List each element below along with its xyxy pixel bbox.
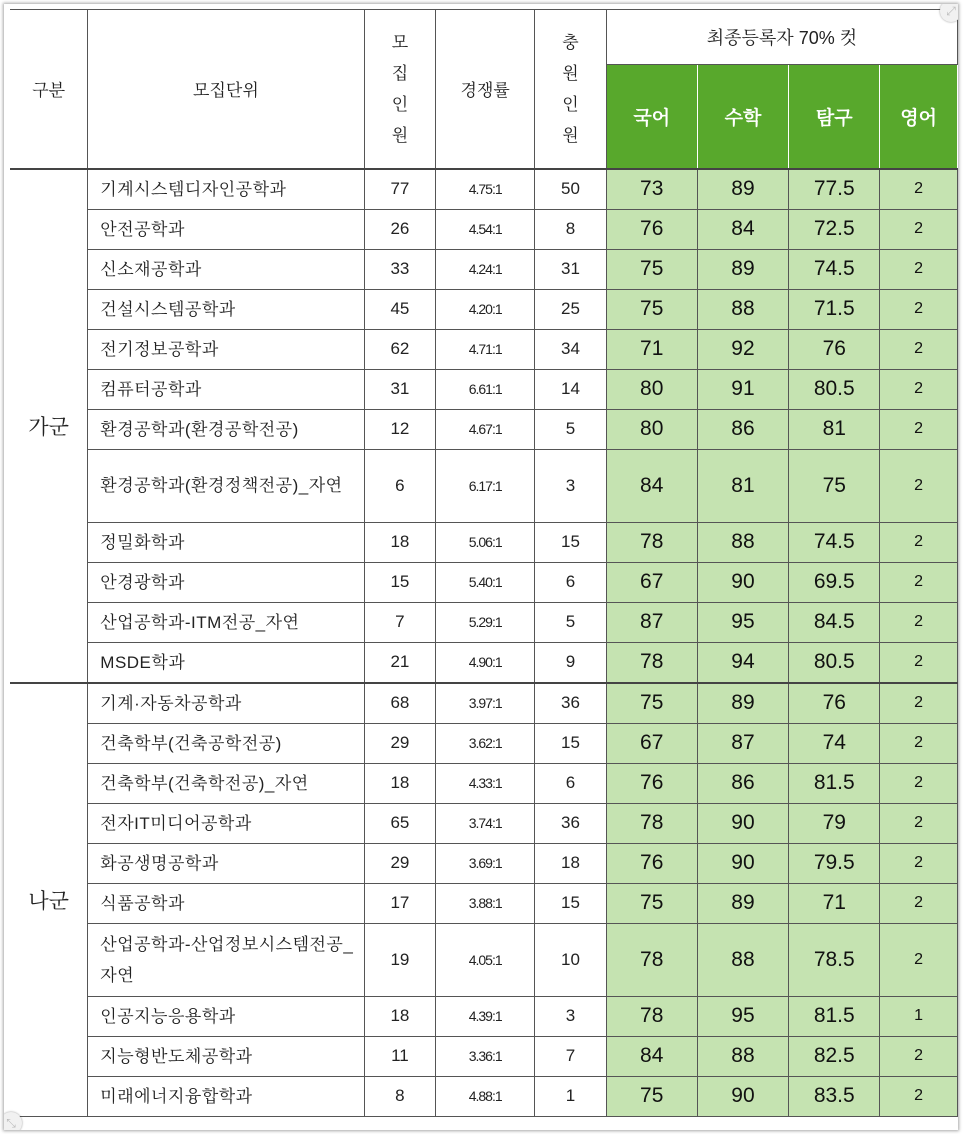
cut-inquiry-cell: 71.5 (789, 289, 880, 329)
table-row (10, 249, 958, 289)
quota-cell: 6 (364, 449, 436, 522)
quota-cell: 29 (364, 843, 436, 883)
competition-cell: 5.40:1 (436, 562, 535, 602)
cut-english-cell: 2 (880, 602, 958, 642)
cut-math-cell: 90 (697, 843, 789, 883)
admission-results-table (10, 9, 958, 1117)
quota-cell: 18 (364, 996, 436, 1036)
cut-math-cell: 86 (697, 409, 789, 449)
table-row (10, 923, 958, 996)
cut-inquiry-cell: 81.5 (789, 763, 880, 803)
quota-cell: 62 (364, 329, 436, 369)
quota-cell: 29 (364, 723, 436, 763)
cut-math-cell: 94 (697, 642, 789, 683)
cut-inquiry-cell: 72.5 (789, 209, 880, 249)
competition-cell: 3.62:1 (436, 723, 535, 763)
quota-cell: 68 (364, 683, 436, 724)
header-subject-korean: 국어 (606, 65, 697, 169)
unit-cell: 전자IT미디어공학과 (88, 803, 364, 843)
competition-cell: 4.88:1 (436, 1076, 535, 1116)
extra-cell: 31 (535, 249, 607, 289)
cut-korean-cell: 76 (606, 763, 697, 803)
competition-cell: 4.90:1 (436, 642, 535, 683)
cut-korean-cell: 80 (606, 369, 697, 409)
cut-english-cell: 2 (880, 449, 958, 522)
cut-math-cell: 89 (697, 249, 789, 289)
cut-math-cell: 84 (697, 209, 789, 249)
extra-cell: 3 (535, 996, 607, 1036)
competition-cell: 3.69:1 (436, 843, 535, 883)
table-row (10, 996, 958, 1036)
extra-cell: 50 (535, 169, 607, 210)
cut-korean-cell: 78 (606, 642, 697, 683)
header-quota-char: 집 (391, 63, 409, 83)
cut-korean-cell: 76 (606, 843, 697, 883)
table-row (10, 289, 958, 329)
table-row (10, 369, 958, 409)
cut-inquiry-cell: 71 (789, 883, 880, 923)
table-row (10, 763, 958, 803)
table-body (10, 169, 958, 1117)
quota-cell: 26 (364, 209, 436, 249)
cut-inquiry-cell: 78.5 (789, 923, 880, 996)
competition-cell: 4.71:1 (436, 329, 535, 369)
extra-cell: 9 (535, 642, 607, 683)
unit-cell: 화공생명공학과 (88, 843, 364, 883)
cut-korean-cell: 75 (606, 683, 697, 724)
quota-cell: 19 (364, 923, 436, 996)
extra-cell: 18 (535, 843, 607, 883)
extra-cell: 15 (535, 522, 607, 562)
quota-cell: 65 (364, 803, 436, 843)
cut-english-cell: 2 (880, 803, 958, 843)
unit-cell: 환경공학과(환경정책전공)_자연 (88, 449, 364, 522)
header-competition: 경쟁률 (436, 10, 535, 169)
competition-cell: 3.88:1 (436, 883, 535, 923)
extra-cell: 8 (535, 209, 607, 249)
cut-korean-cell: 67 (606, 723, 697, 763)
cut-math-cell: 88 (697, 289, 789, 329)
header-extra-char: 원 (562, 125, 579, 145)
extra-cell: 25 (535, 289, 607, 329)
cut-english-cell: 2 (880, 1076, 958, 1116)
quota-cell: 15 (364, 562, 436, 602)
header-extra-char: 인 (562, 94, 579, 114)
unit-cell: 미래에너지융합학과 (88, 1076, 364, 1116)
cut-inquiry-cell: 77.5 (789, 169, 880, 210)
extra-cell: 5 (535, 409, 607, 449)
header-group: 구분 (10, 10, 88, 169)
quota-cell: 12 (364, 409, 436, 449)
table-row (10, 883, 958, 923)
competition-cell: 5.06:1 (436, 522, 535, 562)
quota-cell: 17 (364, 883, 436, 923)
unit-cell: 전기정보공학과 (88, 329, 364, 369)
cut-inquiry-cell: 80.5 (789, 369, 880, 409)
cut-inquiry-cell: 76 (789, 683, 880, 724)
header-quota-char: 모 (391, 32, 409, 52)
cut-inquiry-cell: 75 (789, 449, 880, 522)
extra-cell: 34 (535, 329, 607, 369)
unit-cell: 환경공학과(환경공학전공) (88, 409, 364, 449)
cut-english-cell: 2 (880, 329, 958, 369)
cut-inquiry-cell: 84.5 (789, 602, 880, 642)
header-quota-char: 인 (391, 94, 409, 114)
cut-inquiry-cell: 81.5 (789, 996, 880, 1036)
header-extra (535, 10, 607, 169)
header-quota-char: 원 (391, 125, 409, 145)
extra-cell: 36 (535, 803, 607, 843)
cut-inquiry-cell: 81 (789, 409, 880, 449)
cut-math-cell: 89 (697, 883, 789, 923)
cut-english-cell: 2 (880, 843, 958, 883)
cut-english-cell: 2 (880, 249, 958, 289)
cut-inquiry-cell: 82.5 (789, 1036, 880, 1076)
cut-english-cell: 2 (880, 883, 958, 923)
unit-cell: MSDE학과 (88, 642, 364, 683)
quota-cell: 45 (364, 289, 436, 329)
cut-english-cell: 2 (880, 209, 958, 249)
cut-korean-cell: 87 (606, 602, 697, 642)
cut-korean-cell: 78 (606, 996, 697, 1036)
cut-english-cell: 2 (880, 289, 958, 329)
competition-cell: 4.67:1 (436, 409, 535, 449)
competition-cell: 4.20:1 (436, 289, 535, 329)
corner-handle-icon[interactable]: ⤡ (4, 1112, 22, 1130)
unit-cell: 산업공학과-산업정보시스템전공_자연 (88, 923, 364, 996)
cut-english-cell: 2 (880, 763, 958, 803)
cut-math-cell: 81 (697, 449, 789, 522)
cut-inquiry-cell: 80.5 (789, 642, 880, 683)
table-row (10, 1076, 958, 1116)
group-label: 나군 (10, 683, 88, 1117)
table-row (10, 522, 958, 562)
unit-cell: 기계시스템디자인공학과 (88, 169, 364, 210)
header-subject-english: 영어 (880, 65, 958, 169)
competition-cell: 3.97:1 (436, 683, 535, 724)
quota-cell: 33 (364, 249, 436, 289)
cut-math-cell: 90 (697, 562, 789, 602)
quota-cell: 31 (364, 369, 436, 409)
unit-cell: 식품공학과 (88, 883, 364, 923)
extra-cell: 7 (535, 1036, 607, 1076)
competition-cell: 4.54:1 (436, 209, 535, 249)
cut-inquiry-cell: 74.5 (789, 249, 880, 289)
quota-cell: 21 (364, 642, 436, 683)
competition-cell: 6.17:1 (436, 449, 535, 522)
cut-korean-cell: 78 (606, 522, 697, 562)
competition-cell: 6.61:1 (436, 369, 535, 409)
table-row (10, 209, 958, 249)
table-row (10, 1036, 958, 1076)
cut-math-cell: 86 (697, 763, 789, 803)
competition-cell: 4.24:1 (436, 249, 535, 289)
cut-korean-cell: 75 (606, 883, 697, 923)
cut-english-cell: 2 (880, 723, 958, 763)
cut-inquiry-cell: 74.5 (789, 522, 880, 562)
cut-inquiry-cell: 79 (789, 803, 880, 843)
table-row (10, 723, 958, 763)
cut-math-cell: 91 (697, 369, 789, 409)
extra-cell: 15 (535, 883, 607, 923)
cut-english-cell: 2 (880, 562, 958, 602)
unit-cell: 건축학부(건축학전공)_자연 (88, 763, 364, 803)
extra-cell: 6 (535, 763, 607, 803)
cut-korean-cell: 78 (606, 803, 697, 843)
extra-cell: 5 (535, 602, 607, 642)
competition-cell: 4.39:1 (436, 996, 535, 1036)
cut-korean-cell: 84 (606, 449, 697, 522)
unit-cell: 지능형반도체공학과 (88, 1036, 364, 1076)
extra-cell: 1 (535, 1076, 607, 1116)
unit-cell: 정밀화학과 (88, 522, 364, 562)
header-unit: 모집단위 (88, 10, 364, 169)
table-row (10, 409, 958, 449)
cut-korean-cell: 78 (606, 923, 697, 996)
extra-cell: 3 (535, 449, 607, 522)
table-row (10, 803, 958, 843)
header-subject-inquiry: 탐구 (789, 65, 880, 169)
table-row (10, 169, 958, 210)
cut-english-cell: 2 (880, 409, 958, 449)
extra-cell: 6 (535, 562, 607, 602)
cut-korean-cell: 73 (606, 169, 697, 210)
corner-handle-icon[interactable]: ⤢ (940, 4, 958, 22)
unit-cell: 기계·자동차공학과 (88, 683, 364, 724)
header-cut-title: 최종등록자 70% 컷 (606, 10, 957, 65)
cut-math-cell: 92 (697, 329, 789, 369)
extra-cell: 36 (535, 683, 607, 724)
competition-cell: 4.75:1 (436, 169, 535, 210)
unit-cell: 신소재공학과 (88, 249, 364, 289)
competition-cell: 4.05:1 (436, 923, 535, 996)
unit-cell: 안경광학과 (88, 562, 364, 602)
header-extra-char: 충 (562, 32, 579, 52)
group-label: 가군 (10, 169, 88, 683)
table-row (10, 843, 958, 883)
cut-english-cell: 1 (880, 996, 958, 1036)
cut-math-cell: 87 (697, 723, 789, 763)
cut-math-cell: 89 (697, 169, 789, 210)
cut-korean-cell: 67 (606, 562, 697, 602)
competition-cell: 4.33:1 (436, 763, 535, 803)
cut-korean-cell: 71 (606, 329, 697, 369)
cut-english-cell: 2 (880, 683, 958, 724)
cut-math-cell: 88 (697, 1036, 789, 1076)
quota-cell: 7 (364, 602, 436, 642)
competition-cell: 3.36:1 (436, 1036, 535, 1076)
extra-cell: 10 (535, 923, 607, 996)
header-subject-math: 수학 (697, 65, 789, 169)
cut-english-cell: 2 (880, 169, 958, 210)
cut-inquiry-cell: 79.5 (789, 843, 880, 883)
cut-korean-cell: 76 (606, 209, 697, 249)
cut-english-cell: 2 (880, 923, 958, 996)
cut-english-cell: 2 (880, 1036, 958, 1076)
cut-math-cell: 88 (697, 522, 789, 562)
cut-math-cell: 90 (697, 1076, 789, 1116)
cut-math-cell: 90 (697, 803, 789, 843)
unit-cell: 건설시스템공학과 (88, 289, 364, 329)
cut-math-cell: 88 (697, 923, 789, 996)
header-quota (364, 10, 436, 169)
cut-inquiry-cell: 76 (789, 329, 880, 369)
unit-cell: 컴퓨터공학과 (88, 369, 364, 409)
table-row (10, 602, 958, 642)
cut-korean-cell: 80 (606, 409, 697, 449)
table-row (10, 329, 958, 369)
cut-english-cell: 2 (880, 369, 958, 409)
cut-korean-cell: 75 (606, 289, 697, 329)
header-extra-char: 원 (562, 63, 579, 83)
unit-cell: 인공지능응용학과 (88, 996, 364, 1036)
cut-korean-cell: 75 (606, 249, 697, 289)
cut-inquiry-cell: 74 (789, 723, 880, 763)
unit-cell: 건축학부(건축공학전공) (88, 723, 364, 763)
cut-math-cell: 95 (697, 602, 789, 642)
extra-cell: 15 (535, 723, 607, 763)
unit-cell: 안전공학과 (88, 209, 364, 249)
quota-cell: 77 (364, 169, 436, 210)
quota-cell: 18 (364, 763, 436, 803)
quota-cell: 8 (364, 1076, 436, 1116)
table-row (10, 449, 958, 522)
cut-inquiry-cell: 69.5 (789, 562, 880, 602)
quota-cell: 11 (364, 1036, 436, 1076)
table-row (10, 642, 958, 683)
cut-english-cell: 2 (880, 522, 958, 562)
cut-korean-cell: 84 (606, 1036, 697, 1076)
table-row (10, 683, 958, 724)
cut-inquiry-cell: 83.5 (789, 1076, 880, 1116)
extra-cell: 14 (535, 369, 607, 409)
competition-cell: 5.29:1 (436, 602, 535, 642)
unit-cell: 산업공학과-ITM전공_자연 (88, 602, 364, 642)
cut-english-cell: 2 (880, 642, 958, 683)
table-image-frame (4, 4, 958, 1130)
cut-math-cell: 89 (697, 683, 789, 724)
competition-cell: 3.74:1 (436, 803, 535, 843)
cut-math-cell: 95 (697, 996, 789, 1036)
table-row (10, 562, 958, 602)
quota-cell: 18 (364, 522, 436, 562)
cut-korean-cell: 75 (606, 1076, 697, 1116)
